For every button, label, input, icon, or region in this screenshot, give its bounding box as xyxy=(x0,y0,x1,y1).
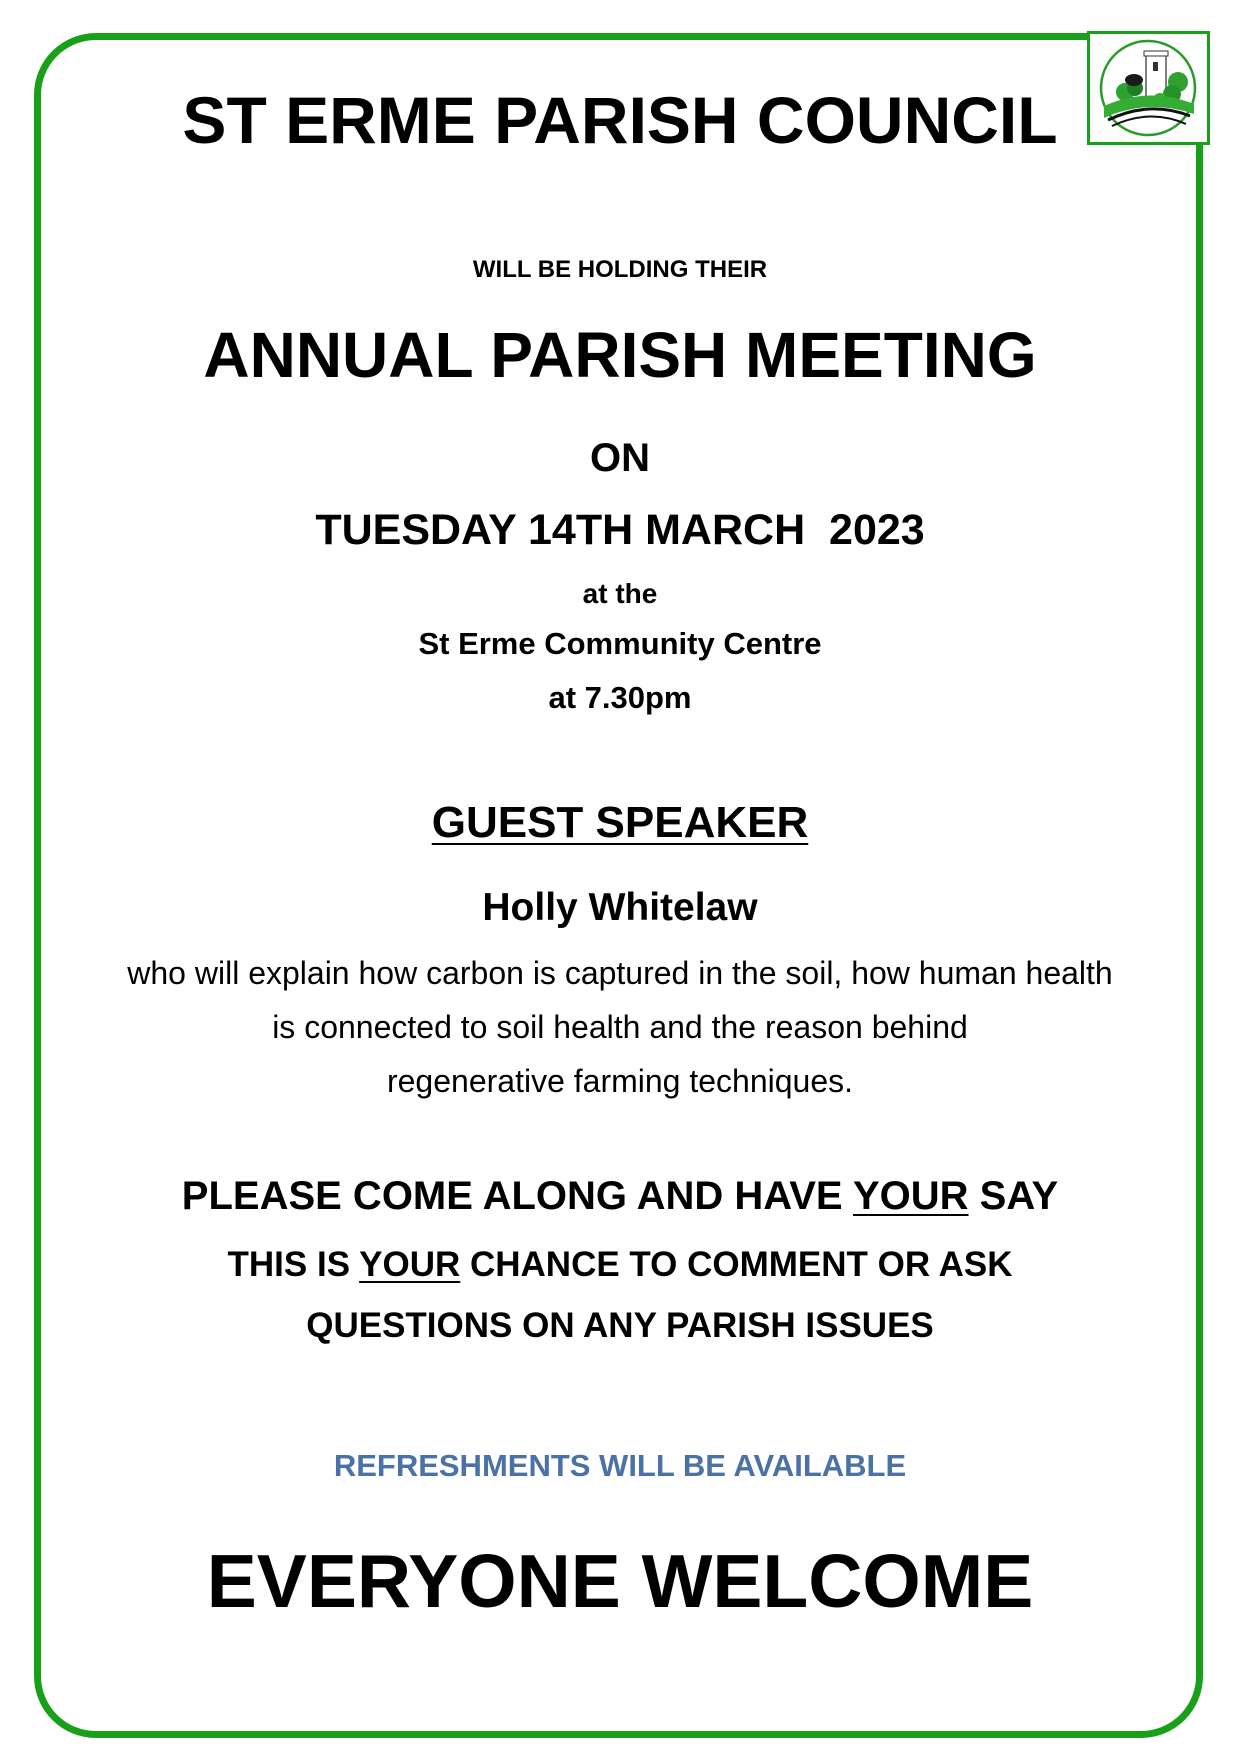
description-line: is connected to soil health and the reason behind xyxy=(272,1009,968,1045)
at-the-label: at the xyxy=(582,578,658,609)
meeting-date-text: TUESDAY 14TH MARCH 2023 xyxy=(315,506,925,554)
everyone-welcome: EVERYONE WELCOME xyxy=(206,1539,1034,1623)
guest-speaker-heading-text: GUEST SPEAKER xyxy=(431,798,809,847)
council-name: ST ERME PARISH COUNCIL xyxy=(182,83,1058,157)
come-along-text: PLEASE COME ALONG AND HAVE xyxy=(181,1174,853,1218)
chance-text: THIS IS xyxy=(227,1245,360,1284)
chance-line xyxy=(40,1245,1200,1285)
speaker-name: Holly Whitelaw xyxy=(482,886,758,929)
come-along-text: SAY xyxy=(968,1174,1059,1218)
refreshments-notice: REFRESHMENTS WILL BE AVAILABLE xyxy=(333,1448,907,1483)
your-emphasis: YOUR xyxy=(359,1245,461,1284)
questions-line: QUESTIONS ON ANY PARISH ISSUES xyxy=(306,1306,934,1345)
intro-text: WILL BE HOLDING THEIR xyxy=(472,256,768,283)
come-along-heading xyxy=(40,1174,1200,1219)
venue-name: St Erme Community Centre xyxy=(418,626,822,661)
event-title: ANNUAL PARISH MEETING xyxy=(203,319,1037,391)
guest-speaker-heading xyxy=(40,798,1200,848)
meeting-time: at 7.30pm xyxy=(548,680,692,715)
description-line: who will explain how carbon is captured in the soil, how human health xyxy=(127,955,1113,991)
on-label: ON xyxy=(590,436,650,480)
meeting-date xyxy=(40,506,1200,555)
description-line: regenerative farming techniques. xyxy=(386,1063,854,1099)
chance-text: CHANCE TO COMMENT OR ASK xyxy=(460,1245,1013,1284)
your-emphasis: YOUR xyxy=(852,1174,969,1218)
